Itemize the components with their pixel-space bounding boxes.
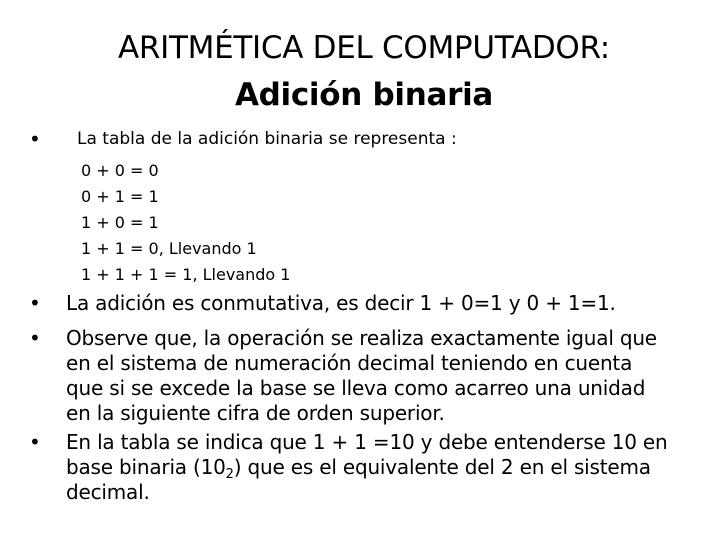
bullet-marker: • — [29, 430, 41, 454]
bullet-marker: • — [29, 291, 41, 315]
bullet-text-4-line — [66, 455, 651, 480]
base-subscript: 2 — [225, 467, 234, 482]
bullet-text-4-line: decimal. — [66, 480, 150, 504]
slide-title: ARITMÉTICA DEL COMPUTADOR: — [118, 30, 610, 66]
table-row: 0 + 0 = 0 — [81, 161, 159, 180]
bullet-text-3-line: en el sistema de numeración decimal teniendo en cuenta — [66, 351, 633, 375]
bullet-text-3-line: en la siguiente cifra de orden superior. — [66, 401, 445, 425]
table-row: 1 + 1 = 0, Llevando 1 — [81, 239, 257, 258]
bullet-text-1: La tabla de la adición binaria se representa : — [77, 129, 457, 149]
bullet-text-4-line: En la tabla se indica que 1 + 1 =10 y debe entenderse 10 en — [66, 430, 668, 454]
bullet-text-3-line: Observe que, la operación se realiza exactamente igual que — [66, 326, 657, 350]
bullet-text-2: La adición es conmutativa, es decir 1 + 0=1 y 0 + 1=1. — [66, 291, 616, 315]
bullet-text-4-pre: base binaria (10 — [66, 455, 226, 479]
bullet-text-4-post: ) que es el equivalente del 2 en el sistema — [233, 455, 651, 479]
bullet-marker: • — [29, 326, 41, 350]
slide-subtitle: Adición binaria — [234, 77, 494, 113]
table-row: 1 + 0 = 1 — [81, 213, 159, 232]
bullet-text-3-line: que si se excede la base se lleva como acarreo una unidad — [66, 376, 646, 400]
bullet-marker: • — [29, 127, 41, 151]
table-row: 1 + 1 + 1 = 1, Llevando 1 — [81, 265, 291, 284]
table-row: 0 + 1 = 1 — [81, 187, 159, 206]
